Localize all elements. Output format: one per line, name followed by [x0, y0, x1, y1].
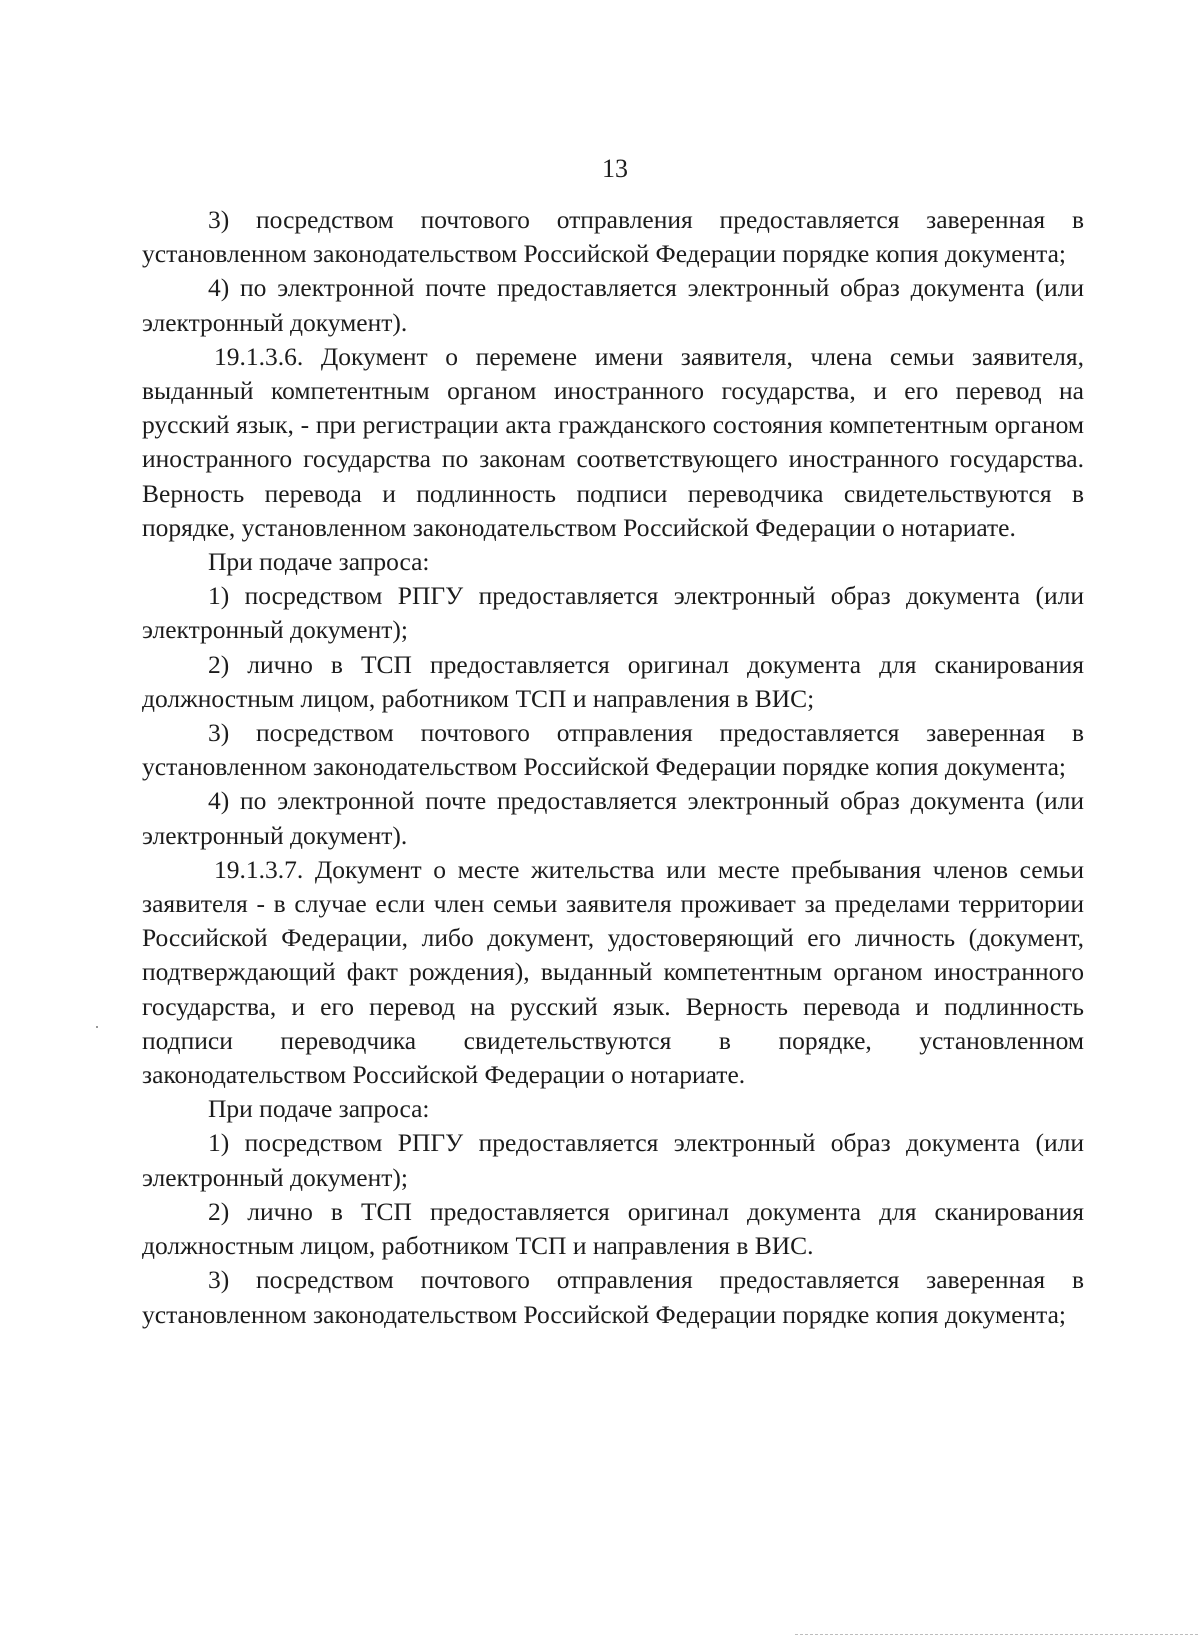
paragraph-request-intro: При подаче запроса: — [208, 547, 430, 577]
paragraph-rpgu-image: 1) посредством РПГУ предоставляется электронный образ документа (или электронный документ); — [142, 1128, 1084, 1192]
paragraph-section-19-1-3-6: 19.1.3.6. Документ о перемене имени заявителя, члена семьи заявителя, выданный компетентным органом иностранного государства, и его перевод на русский язык, - при регистрации акта гражданского состояния компетентным органом иностранного государства по законам соответствующего иностранного государства. Верность перевода и подлинность подписи переводчика свидетельствуются в порядке, установленном законодательством Российской Федерации о нотариате. — [142, 341, 1084, 542]
paragraph-rpgu-image: 1) посредством РПГУ предоставляется электронный образ документа (или электронный документ); — [142, 581, 1084, 645]
document-body — [142, 203, 1084, 1332]
scan-edge-mark — [795, 1634, 1200, 1635]
paragraph-email-image: 4) по электронной почте предоставляется электронный образ документа (или электронный документ). — [142, 786, 1084, 850]
paragraph-postal-copy: 3) посредством почтового отправления предоставляется заверенная в установленном законодательством Российской Федерации порядке копия документа; — [142, 718, 1084, 782]
paragraph-email-image: 4) по электронной почте предоставляется электронный образ документа (или электронный документ). — [142, 273, 1084, 337]
scan-speck — [96, 1026, 98, 1028]
paragraph-request-intro: При подаче запроса: — [208, 1094, 430, 1124]
paragraph-tsp-original: 2) лично в ТСП предоставляется оригинал документа для сканирования должностным лицом, работником ТСП и направления в ВИС. — [142, 1196, 1084, 1261]
page-number: 13 — [602, 154, 628, 183]
paragraph-tsp-original: 2) лично в ТСП предоставляется оригинал документа для сканирования должностным лицом, работником ТСП и направления в ВИС; — [142, 649, 1084, 713]
paragraph-section-19-1-3-7: 19.1.3.7. Документ о месте жительства или месте пребывания членов семьи заявителя - в случае если член семьи заявителя проживает за пределами территории Российской Федерации, либо документ, удостоверяющий его личность (документ, подтверждающий факт рождения), выданный компетентным органом иностранного государства, и его перевод на русский язык. Верность перевода и подлинность подписи переводчика свидетельствуются в порядке, установленном законодательством Российской Федерации о нотариате. — [142, 854, 1084, 1090]
paragraph-postal-copy: 3) посредством почтового отправления предоставляется заверенная в установленном законодательством Российской Федерации порядке копия документа; — [142, 205, 1084, 269]
paragraph-postal-copy: 3) посредством почтового отправления предоставляется заверенная в установленном законодательством Российской Федерации порядке копия документа; — [142, 1265, 1084, 1329]
